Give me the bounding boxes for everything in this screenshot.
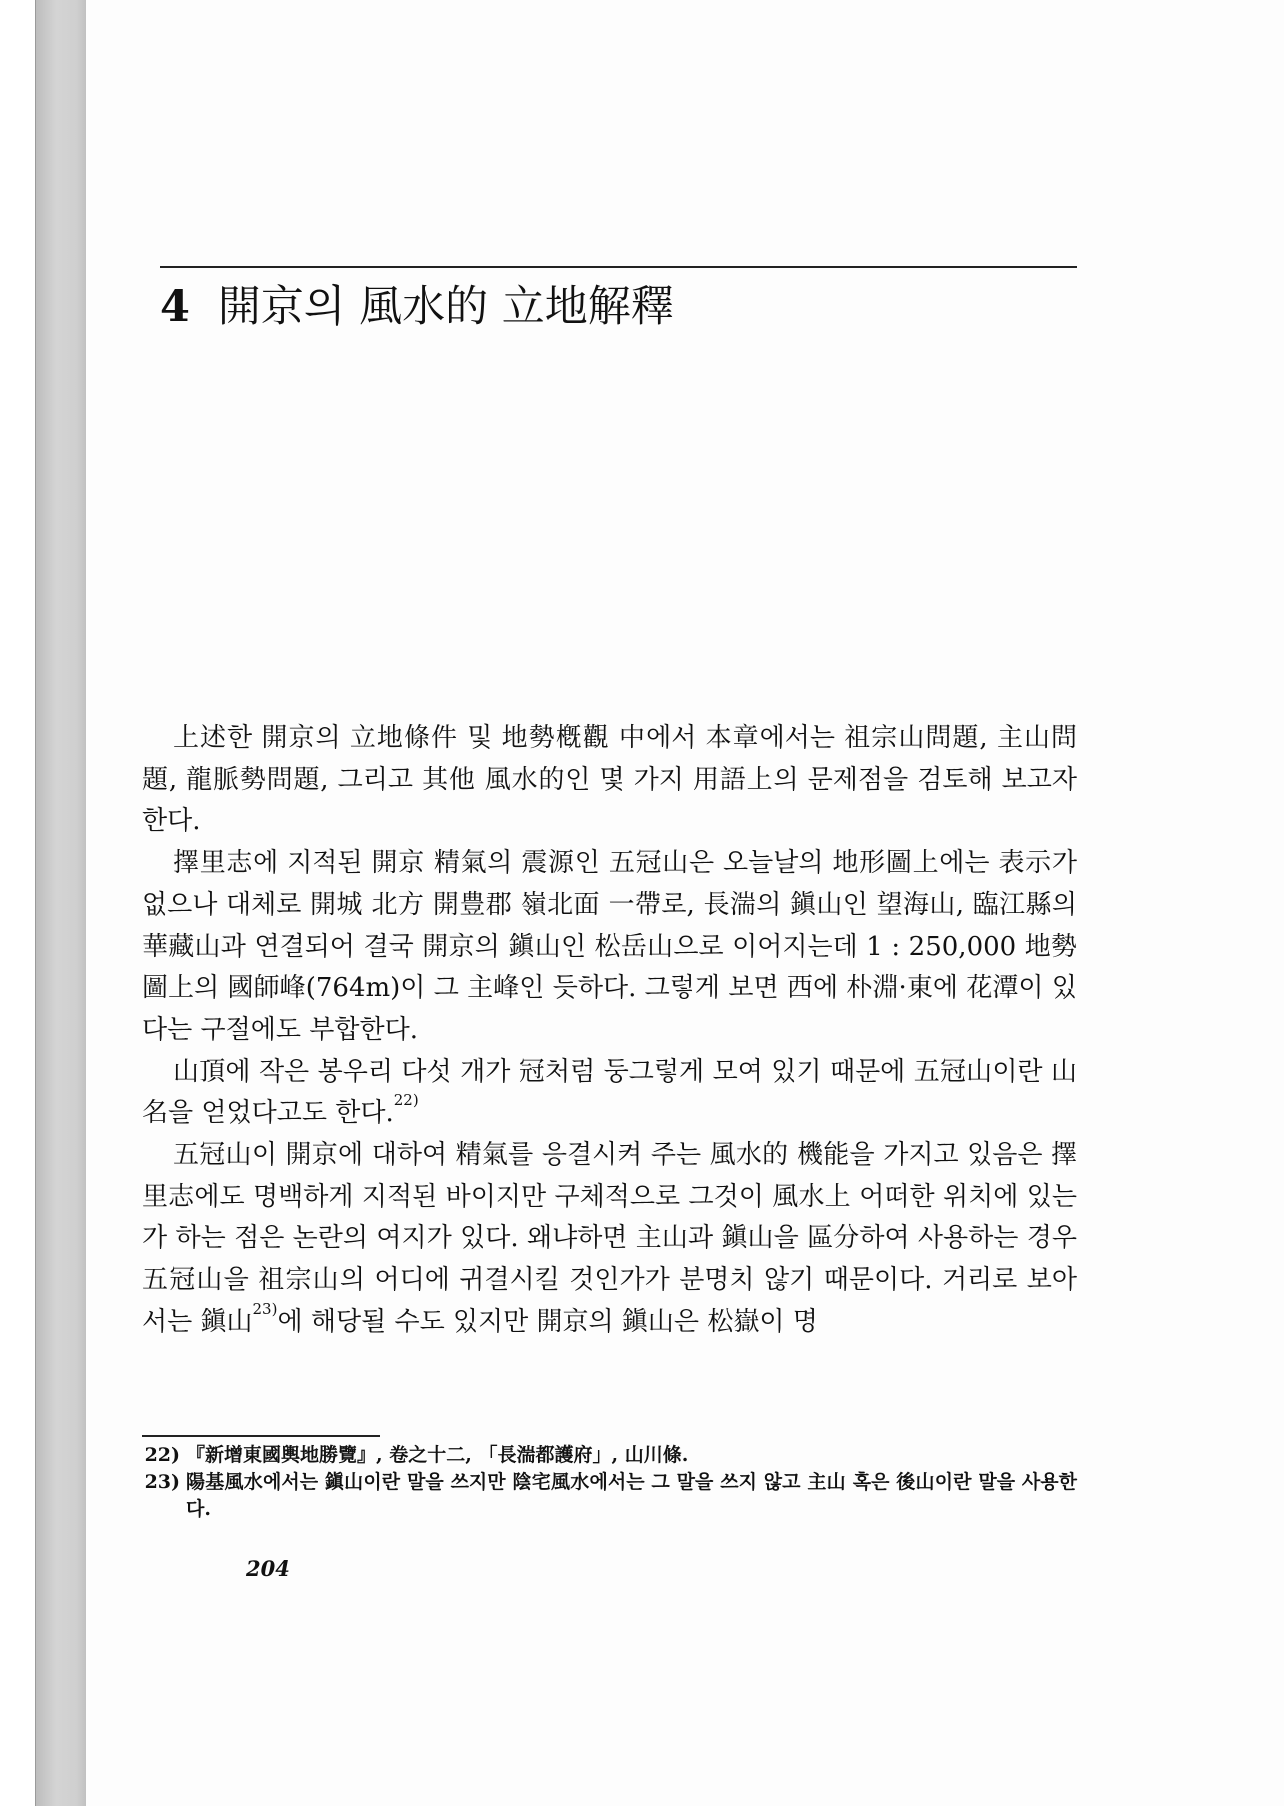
book-spine <box>35 0 87 1806</box>
chapter-title: 開京의 風水的 立地解釋 <box>217 282 674 332</box>
footnote-rule <box>142 1435 380 1437</box>
footnote-text: 陽基風水에서는 鎭山이란 말을 쓰지만 陰宅風水에서는 그 말을 쓰지 않고 主山 혹은 後山이란 말을 사용한다. <box>186 1471 1077 1520</box>
footnote-number: 23) <box>144 1471 180 1493</box>
footnotes <box>142 1442 1077 1523</box>
chapter-number: 4 <box>160 282 190 332</box>
chapter-heading <box>160 281 1077 333</box>
paragraph-text: 擇里志에 지적된 開京 精氣의 震源인 五冠山은 오늘날의 地形圖上에는 表示가 없으나 대체로 開城 北方 開豊郡 嶺北面 一帶로, 長湍의 鎭山인 望海山, 臨江縣의 華藏山과 연결되어 결국 開京의 鎭山인 松岳山으로 이어지는데 1 : 250,000 地勢圖上의 國師峰(764m)이 그 主峰인 듯하다. 그렇게 보면 西에 朴淵·東에 花潭이 있다는 구절에도 부합한다. <box>142 848 1077 1045</box>
paragraph-text: 上述한 開京의 立地條件 및 地勢槪觀 中에서 本章에서는 祖宗山問題, 主山問題, 龍脈勢問題, 그리고 其他 風水的인 몇 가지 用語上의 문제점을 검토해 보고자 한다. <box>142 723 1077 837</box>
footnote <box>142 1469 1077 1523</box>
footnote-text: 『新增東國輿地勝覽』, 卷之十二, 「長湍都護府」, 山川條. <box>186 1444 689 1466</box>
chapter-rule <box>160 266 1077 268</box>
footnote-reference: 22) <box>393 1091 419 1110</box>
page-number: 204 <box>246 1556 290 1581</box>
body-paragraph <box>142 1135 1077 1344</box>
footnote <box>142 1442 1077 1469</box>
paragraph-text: 山頂에 작은 봉우리 다섯 개가 冠처럼 둥그렇게 모여 있기 때문에 五冠山이란 山名을 얻었다고도 한다. <box>142 1056 1077 1129</box>
footnote-reference: 23) <box>252 1299 278 1318</box>
paragraph-text: 에 해당될 수도 있지만 開京의 鎭山은 松嶽이 명 <box>277 1306 818 1337</box>
footnote-number: 22) <box>144 1444 180 1466</box>
paragraph-text: 五冠山이 開京에 대하여 精氣를 응결시켜 주는 風水的 機能을 가지고 있음은 擇里志에도 명백하게 지적된 바이지만 구체적으로 그것이 風水上 어떠한 위치에 있는가 하는 점은 논란의 여지가 있다. 왜냐하면 主山과 鎭山을 區分하여 사용하는 경우 五冠山을 祖宗山의 어디에 귀결시킬 것인가가 분명치 않기 때문이다. 거리로 보아서는 鎭山 <box>142 1140 1077 1337</box>
body-text <box>142 718 1077 1344</box>
body-paragraph <box>142 1052 1077 1135</box>
body-paragraph <box>142 843 1077 1052</box>
body-paragraph <box>142 718 1077 843</box>
